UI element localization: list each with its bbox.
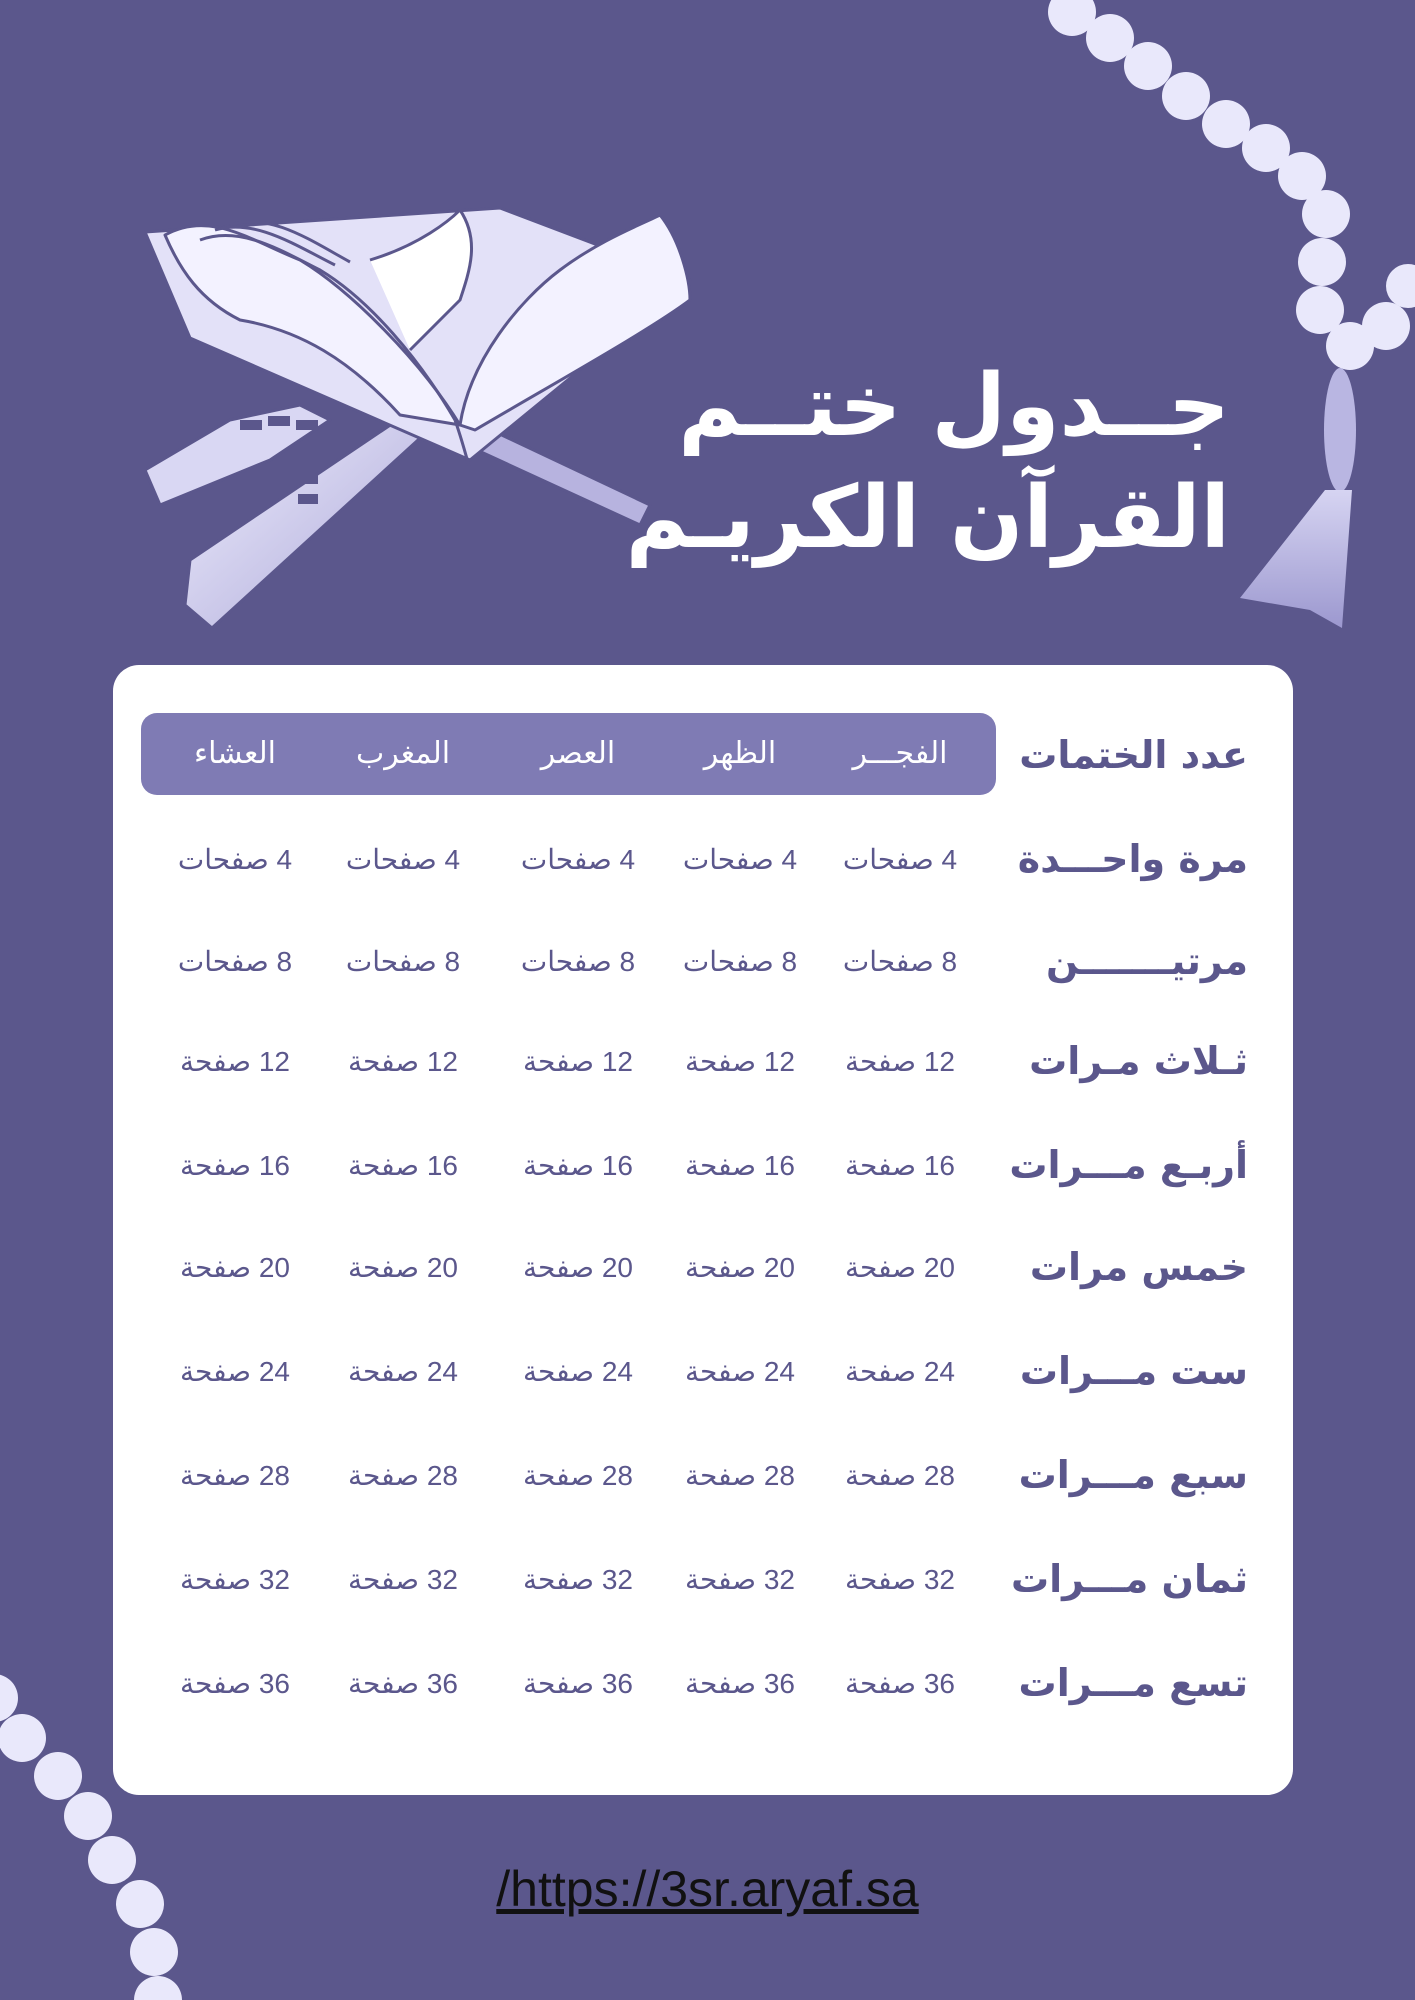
row-label: مرة واحـــدة	[1017, 837, 1248, 881]
row-label: ثـلاث مـرات	[1029, 1039, 1248, 1083]
table-cell-isha: 4 صفحات	[177, 844, 293, 875]
table-cell-maghrib: 12 صفحة	[348, 1046, 458, 1077]
table-cell-maghrib: 24 صفحة	[348, 1356, 458, 1387]
table-cell-asr: 16 صفحة	[523, 1150, 633, 1181]
table-cell-maghrib: 20 صفحة	[348, 1252, 458, 1283]
table-cell-asr: 32 صفحة	[523, 1564, 633, 1595]
table-cell-isha: 36 صفحة	[180, 1668, 290, 1699]
header-label: عدد الختمات	[1019, 733, 1248, 777]
row-label: خمس مرات	[1029, 1245, 1248, 1289]
table-cell-dhuhr: 32 صفحة	[685, 1564, 795, 1595]
table-cell-dhuhr: 28 صفحة	[685, 1460, 795, 1491]
table-cell-asr: 4 صفحات	[520, 844, 636, 875]
table-cell-maghrib: 32 صفحة	[348, 1564, 458, 1595]
column-header-dhuhr: الظهر	[703, 736, 777, 771]
table-cell-fajr: 4 صفحات	[842, 844, 958, 875]
table-cell-asr: 20 صفحة	[523, 1252, 633, 1283]
table-cell-dhuhr: 36 صفحة	[685, 1668, 795, 1699]
table-cell-isha: 24 صفحة	[180, 1356, 290, 1387]
column-header-isha: العشاء	[194, 736, 276, 771]
table-cell-fajr: 24 صفحة	[845, 1356, 955, 1387]
table-cell-isha: 16 صفحة	[180, 1150, 290, 1181]
table-cell-isha: 8 صفحات	[177, 946, 293, 977]
table-cell-maghrib: 36 صفحة	[348, 1668, 458, 1699]
column-header-maghrib: المغرب	[355, 736, 451, 771]
row-label: ثمان مـــرات	[1010, 1557, 1248, 1601]
table-cell-dhuhr: 24 صفحة	[685, 1356, 795, 1387]
table-cell-maghrib: 8 صفحات	[345, 946, 461, 977]
table-cell-fajr: 28 صفحة	[845, 1460, 955, 1491]
title-line-1: جــدول ختــم	[678, 356, 1230, 456]
table-cell-isha: 20 صفحة	[180, 1252, 290, 1283]
page-title	[600, 350, 1230, 574]
row-label: تسع مـــرات	[1018, 1661, 1248, 1705]
table-cell-fajr: 32 صفحة	[845, 1564, 955, 1595]
table-cell-fajr: 8 صفحات	[842, 946, 958, 977]
column-header-fajr: الفجـــر	[852, 736, 948, 771]
table-cell-dhuhr: 8 صفحات	[682, 946, 798, 977]
table-cell-dhuhr: 16 صفحة	[685, 1150, 795, 1181]
table-cell-isha: 28 صفحة	[180, 1460, 290, 1491]
column-header-asr: العصر	[540, 736, 616, 771]
table-cell-asr: 28 صفحة	[523, 1460, 633, 1491]
table-cell-asr: 24 صفحة	[523, 1356, 633, 1387]
table-cell-fajr: 36 صفحة	[845, 1668, 955, 1699]
table-cell-fajr: 20 صفحة	[845, 1252, 955, 1283]
row-label: سبع مـــرات	[1018, 1453, 1248, 1497]
table-cell-maghrib: 28 صفحة	[348, 1460, 458, 1491]
table-cell-fajr: 16 صفحة	[845, 1150, 955, 1181]
table-cell-asr: 12 صفحة	[523, 1046, 633, 1077]
table-cell-asr: 8 صفحات	[520, 946, 636, 977]
table-cell-fajr: 12 صفحة	[845, 1046, 955, 1077]
table-cell-maghrib: 16 صفحة	[348, 1150, 458, 1181]
table-cell-maghrib: 4 صفحات	[345, 844, 461, 875]
table-cell-isha: 12 صفحة	[180, 1046, 290, 1077]
title-line-2: القرآن الكريـم	[625, 468, 1230, 568]
table-cell-dhuhr: 20 صفحة	[685, 1252, 795, 1283]
website-link[interactable]: /https://3sr.aryaf.sa	[496, 1861, 919, 1917]
schedule-card	[113, 665, 1293, 1795]
table-cell-dhuhr: 12 صفحة	[685, 1046, 795, 1077]
table-cell-asr: 36 صفحة	[523, 1668, 633, 1699]
row-label: مرتيـــــــن	[1045, 939, 1248, 983]
table-cell-dhuhr: 4 صفحات	[682, 844, 798, 875]
table-cell-isha: 32 صفحة	[180, 1564, 290, 1595]
row-label: ست مـــرات	[1019, 1349, 1248, 1393]
row-label: أربـع مـــرات	[1009, 1143, 1248, 1187]
